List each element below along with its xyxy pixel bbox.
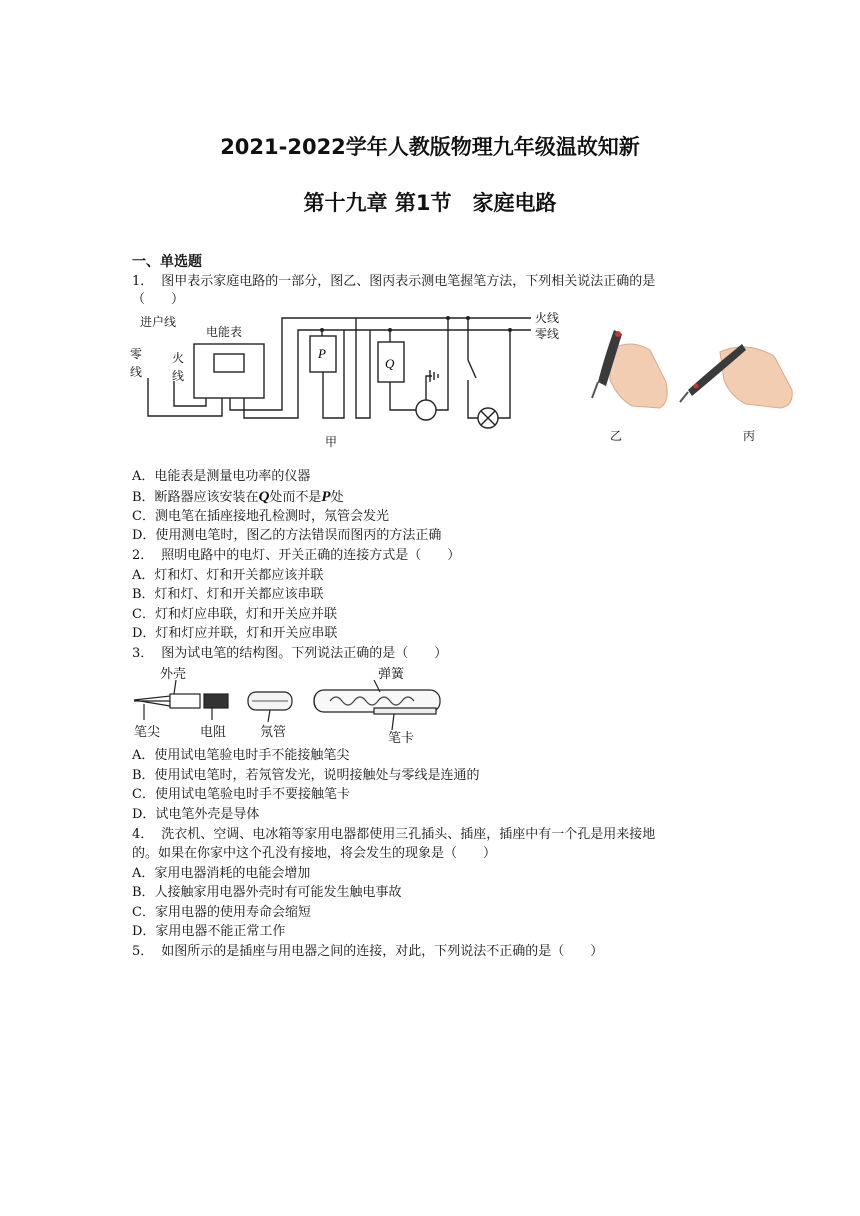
label-resistor: 电阻 [200,725,227,740]
label-q: Q [385,356,395,371]
q4-option-b: B．人接触家用电器外壳时有可能发生触电事故 [132,885,402,900]
label-neutral-left-2: 线 [130,365,143,379]
label-meter: 电能表 [206,325,243,339]
q1-option-d: D．使用测电笔时，图乙的方法错误而图丙的方法正确 [132,528,442,543]
question-number: 4． [132,827,154,842]
q1-option-a: A．电能表是测量电功率的仪器 [132,469,311,484]
q3-option-c: C．使用试电笔验电时手不要接触笔卡 [132,787,350,802]
q2-option-c: C．灯和灯应串联，灯和开关应并联 [132,607,337,622]
label-neon: 氖管 [260,725,287,740]
meter-display [214,354,244,372]
label-shell: 外壳 [160,667,187,682]
option-text: 处 [330,490,344,505]
label-jia: 甲 [325,435,338,449]
label-clip: 笔卡 [388,731,415,746]
question-text: 如图所示的是插座与用电器之间的连接，对此，下列说法不正确的是（ ） [161,944,604,959]
option-text: B．断路器应该安装在 [132,490,259,505]
tester-grip-figures [570,310,800,450]
question-4-stem-cont: 的。如果在你家中这个孔没有接地，将会发生的现象是（ ） [132,846,497,861]
question-number: 3． [132,646,154,661]
question-text: 图为试电笔的结构图。下列说法正确的是（ ） [161,646,448,661]
q4-option-c: C．家用电器的使用寿命会缩短 [132,905,311,920]
circuit-diagram [126,306,566,450]
hand-figure-bing [680,344,792,408]
label-neutral-right: 零线 [535,327,560,341]
label-incoming-line: 进户线 [140,315,177,329]
question-text: 洗衣机、空调、电冰箱等家用电器都使用三孔插头、插座，插座中有一个孔是用来接地 [161,827,656,842]
page-title: 2021-2022学年人教版物理九年级温故知新 [220,135,640,159]
variable-q: Q [258,489,270,505]
label-neutral-left-1: 零 [130,347,143,361]
label-yi: 乙 [610,429,623,443]
variable-p: P [321,489,331,505]
q3-option-b: B．使用试电笔时，若氖管发光，说明接触处与零线是连通的 [132,768,480,783]
question-number: 5． [132,944,154,959]
question-number: 2． [132,548,154,563]
q3-option-d: D．试电笔外壳是导体 [132,807,260,822]
hand-figure-yi [592,330,667,408]
label-live-left-1: 火 [172,351,185,365]
label-bing: 丙 [743,429,756,443]
question-number: 1． [132,274,154,289]
question-2-stem [132,547,460,565]
meter-box [194,344,264,398]
option-text: 处而不是 [269,490,322,505]
question-1-stem-cont: （ ） [132,292,185,307]
question-4-stem [132,826,655,844]
label-spring: 弹簧 [378,667,405,682]
page-subtitle: 第十九章 第1节 家庭电路 [303,191,557,215]
question-3-stem [132,645,447,663]
q1-option-b [132,488,344,507]
question-5-stem [132,943,603,961]
q2-option-d: D．灯和灯应并联，灯和开关应串联 [132,626,338,641]
question-text: 照明电路中的电灯、开关正确的连接方式是（ ） [161,548,461,563]
label-live-right: 火线 [535,311,560,325]
q3-option-a: A．使用试电笔验电时手不能接触笔尖 [132,748,350,763]
q4-option-a: A．家用电器消耗的电能会增加 [132,866,311,881]
label-p: P [318,346,326,361]
section-heading: 一、单选题 [132,254,202,270]
q1-option-c: C．测电笔在插座接地孔检测时，氖管会发光 [132,509,389,524]
tester-structure-diagram [130,664,450,746]
question-text: 图甲表示家庭电路的一部分，图乙、图丙表示测电笔握笔方法，下列相关说法正确的是 [161,274,656,289]
q2-option-a: A．灯和灯、灯和开关都应该并联 [132,568,324,583]
label-live-left-2: 线 [172,369,185,383]
question-1-stem [132,273,655,291]
q2-option-b: B．灯和灯、灯和开关都应该串联 [132,587,324,602]
q4-option-d: D．家用电器不能正常工作 [132,924,286,939]
label-tip: 笔尖 [134,725,161,740]
